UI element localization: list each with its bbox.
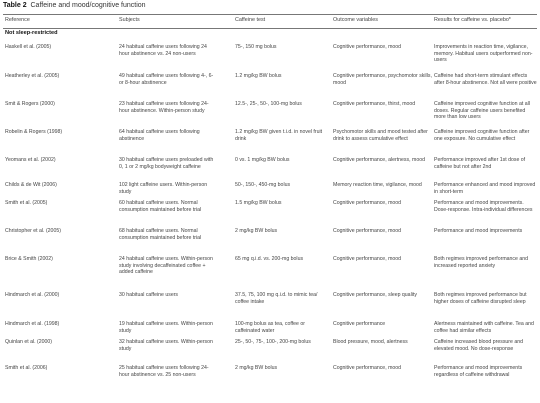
cell-subjects: 23 habitual caffeine users following 24-hour abstinence. Within-person study <box>119 101 209 114</box>
cell-results: Caffeine increased blood pressure and elevated mood. No dose-response <box>434 339 524 352</box>
cell-caffeine-test: 2 mg/kg BW bolus <box>235 365 278 371</box>
cell-reference: Brice & Smith (2002) <box>5 256 53 262</box>
cell-outcome: Cognitive performance, mood <box>333 200 402 206</box>
cell-results: Performance enhanced and mood improved in short-term <box>434 182 536 195</box>
cell-results: Improvements in reaction time, vigilance, memory. Habitual users outperformed non-users <box>434 44 533 64</box>
cell-outcome: Cognitive performance, thirst, mood <box>333 101 416 107</box>
cell-reference: Heatherley et al. (2005) <box>5 73 60 79</box>
cell-results: Performance and mood improvements regardless of caffeine withdrawal <box>434 365 523 378</box>
cell-results: Caffeine improved cognitive function after one exposure. No cumulative effect <box>434 129 530 142</box>
header-results: Results for caffeine vs. placebo* <box>434 17 511 23</box>
header-outcome-variables: Outcome variables <box>333 17 378 23</box>
cell-reference: Hindmarch et al. (2000) <box>5 292 60 298</box>
cell-results: Performance and mood improvements. Dose-response. Intra-individual differences <box>434 200 533 213</box>
cell-subjects: 25 habitual caffeine users following 24-hour abstinence vs. 25 non-users <box>119 365 209 378</box>
cell-caffeine-test: 1.2 mg/kg BW bolus <box>235 73 282 79</box>
cell-results: Alertness maintained with caffeine. Tea and coffee had similar effects <box>434 321 534 334</box>
cell-caffeine-test: 12.5-, 25-, 50-, 100-mg bolus <box>235 101 302 107</box>
section-heading: Not sleep-restricted <box>5 30 58 36</box>
cell-subjects: 30 habitual caffeine users <box>119 292 179 298</box>
cell-outcome: Memory reaction time, vigilance, mood <box>333 182 422 188</box>
cell-subjects: 24 habitual caffeine users. Within-person study involving decaffeinated coffee + added caffeine <box>119 256 213 276</box>
cell-reference: Hindmarch et al. (1998) <box>5 321 60 327</box>
cell-subjects: 60 habitual caffeine users. Normal consumption maintained before trial <box>119 200 202 213</box>
cell-outcome: Cognitive performance, psychomotor skills, mood <box>333 73 432 86</box>
cell-outcome: Cognitive performance <box>333 321 386 327</box>
cell-results: Performance improved after 1st dose of caffeine but not after 2nd <box>434 157 526 170</box>
cell-results: Both regimes improved performance and increased reported anxiety <box>434 256 528 269</box>
cell-outcome: Cognitive performance, mood <box>333 44 402 50</box>
cell-caffeine-test: 2 mg/kg BW bolus <box>235 228 278 234</box>
table-number: Table 2 <box>3 2 27 9</box>
cell-outcome: Cognitive performance, mood <box>333 256 402 262</box>
cell-subjects: 49 habitual caffeine users following 4-, 6- or 8-hour abstinence <box>119 73 214 86</box>
top-rule <box>3 14 537 15</box>
cell-reference: Yeomans et al. (2002) <box>5 157 56 163</box>
cell-reference: Smith et al. (2006) <box>5 365 48 371</box>
cell-reference: Haskell et al. (2005) <box>5 44 52 50</box>
cell-subjects: 102 light caffeine users. Within-person study <box>119 182 208 195</box>
cell-results: Both regimes improved performance but higher doses of caffeine disrupted sleep <box>434 292 527 305</box>
cell-reference: Childs & de Wit (2006) <box>5 182 57 188</box>
table-title: Caffeine and mood/cognitive function <box>30 2 146 9</box>
header-reference: Reference <box>5 17 30 23</box>
cell-caffeine-test: 100-mg bolus as tea, coffee or caffeinated water <box>235 321 305 334</box>
cell-outcome: Cognitive performance, alertness, mood <box>333 157 425 163</box>
cell-reference: Quinlan et al. (2000) <box>5 339 53 345</box>
cell-caffeine-test: 1.5 mg/kg BW bolus <box>235 200 282 206</box>
cell-subjects: 68 habitual caffeine users. Normal consumption maintained before trial <box>119 228 202 241</box>
cell-outcome: Cognitive performance, mood <box>333 228 402 234</box>
header-caffeine-test: Caffeine test <box>235 17 266 23</box>
cell-outcome: Psychomotor skills and mood tested after drink to assess cumulative effect <box>333 129 428 142</box>
cell-outcome: Blood pressure, mood, alertness <box>333 339 408 345</box>
cell-reference: Smit & Rogers (2000) <box>5 101 55 107</box>
header-rule <box>3 28 537 29</box>
cell-caffeine-test: 50-, 150-, 450-mg bolus <box>235 182 291 188</box>
cell-caffeine-test: 0 vs. 1 mg/kg BW bolus <box>235 157 290 163</box>
cell-subjects: 64 habitual caffeine users following abstinence <box>119 129 200 142</box>
cell-results: Performance and mood improvements <box>434 228 523 234</box>
cell-results: Caffeine had short-term stimulant effects after 8-hour abstinence. Not all were positive <box>434 73 537 86</box>
cell-caffeine-test: 65 mg q.i.d. vs. 200-mg bolus <box>235 256 304 262</box>
cell-results: Caffeine improved cognitive function at all doses. Regular caffeine users benefited more than low users <box>434 101 530 121</box>
cell-caffeine-test: 1.2 mg/kg BW given t.i.d. in novel fruit drink <box>235 129 323 142</box>
header-subjects: Subjects <box>119 17 140 23</box>
cell-subjects: 24 habitual caffeine users following 24 hour abstinence vs. 24 non-users <box>119 44 207 57</box>
cell-reference: Christopher et al. (2005) <box>5 228 61 234</box>
cell-outcome: Cognitive performance, mood <box>333 365 402 371</box>
cell-reference: Robelin & Rogers (1998) <box>5 129 63 135</box>
cell-caffeine-test: 75-, 150 mg bolus <box>235 44 277 50</box>
cell-reference: Smith et al. (2005) <box>5 200 48 206</box>
cell-caffeine-test: 37.5, 75, 100 mg q.i.d. to mimic tea/ coffee intake <box>235 292 318 305</box>
table-caption <box>3 2 146 9</box>
cell-subjects: 32 habitual caffeine users. Within-person study <box>119 339 213 352</box>
cell-caffeine-test: 25-, 50-, 75-, 100-, 200-mg bolus <box>235 339 311 345</box>
cell-subjects: 19 habitual caffeine users. Within-person study <box>119 321 213 334</box>
cell-outcome: Cognitive performance, sleep quality <box>333 292 417 298</box>
cell-subjects: 30 habitual caffeine users preloaded with 0, 1 or 2 mg/kg bodyweight caffeine <box>119 157 214 170</box>
